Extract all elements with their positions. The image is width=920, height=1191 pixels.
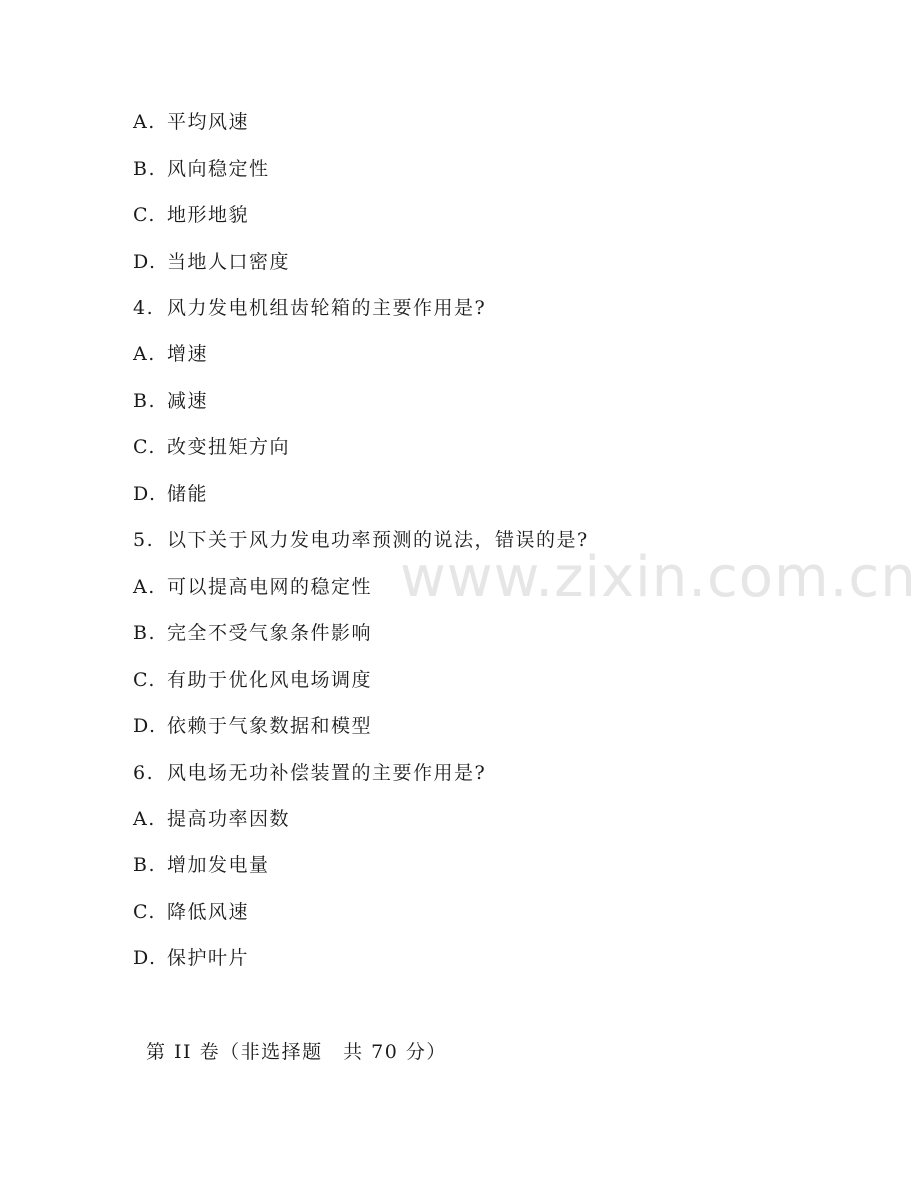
option-line	[133, 157, 270, 181]
option-line	[133, 575, 372, 599]
question-text: 风力发电机组齿轮箱的主要作用是?	[167, 297, 487, 319]
question-number: 6.	[133, 762, 155, 784]
section-title: 第 II 卷（非选择题 共 70 分）	[146, 1041, 447, 1063]
option-text: 可以提高电网的稳定性	[167, 576, 373, 598]
option-label: A.	[133, 576, 156, 598]
question-number: 4.	[133, 297, 155, 319]
option-label: A.	[133, 343, 156, 365]
option-line	[133, 435, 290, 459]
option-text: 降低风速	[167, 901, 250, 923]
option-text: 风向稳定性	[167, 158, 270, 180]
option-text: 保护叶片	[167, 947, 250, 969]
option-line	[133, 342, 208, 366]
option-label: A.	[133, 808, 156, 830]
option-label: B.	[133, 390, 157, 412]
question-text: 风电场无功补偿装置的主要作用是?	[167, 762, 487, 784]
option-text: 提高功率因数	[167, 808, 291, 830]
option-line	[133, 110, 249, 134]
question-number: 5.	[133, 529, 155, 551]
option-label: C.	[133, 669, 156, 691]
option-label: D.	[133, 947, 157, 969]
option-line	[133, 203, 249, 227]
option-label: D.	[133, 483, 157, 505]
option-label: B.	[133, 158, 157, 180]
option-label: C.	[133, 204, 156, 226]
option-text: 平均风速	[167, 111, 250, 133]
option-text: 增速	[167, 343, 209, 365]
option-text: 地形地貌	[167, 204, 250, 226]
option-line	[133, 807, 290, 831]
option-line	[133, 482, 208, 506]
option-line	[133, 250, 290, 274]
option-label: B.	[133, 854, 157, 876]
option-text: 改变扭矩方向	[167, 436, 291, 458]
option-label: D.	[133, 715, 157, 737]
option-label: A.	[133, 111, 156, 133]
watermark: www.zixin.com.cn	[400, 545, 917, 610]
option-text: 有助于优化风电场调度	[167, 669, 373, 691]
option-text: 增加发电量	[167, 854, 270, 876]
option-line	[133, 389, 208, 413]
option-line	[133, 621, 372, 645]
option-label: C.	[133, 901, 156, 923]
option-label: B.	[133, 622, 157, 644]
option-text: 减速	[167, 390, 209, 412]
option-line	[133, 946, 249, 970]
option-text: 依赖于气象数据和模型	[167, 715, 373, 737]
option-text: 储能	[167, 483, 209, 505]
question-text: 以下关于风力发电功率预测的说法，错误的是?	[167, 529, 589, 551]
question-line	[133, 761, 486, 785]
option-line	[133, 714, 372, 738]
option-line	[133, 668, 372, 692]
option-label: C.	[133, 436, 156, 458]
option-text: 完全不受气象条件影响	[167, 622, 373, 644]
option-line	[133, 853, 270, 877]
question-line	[133, 296, 486, 320]
option-text: 当地人口密度	[167, 251, 291, 273]
option-line	[133, 900, 249, 924]
question-line	[133, 528, 589, 552]
option-label: D.	[133, 251, 157, 273]
